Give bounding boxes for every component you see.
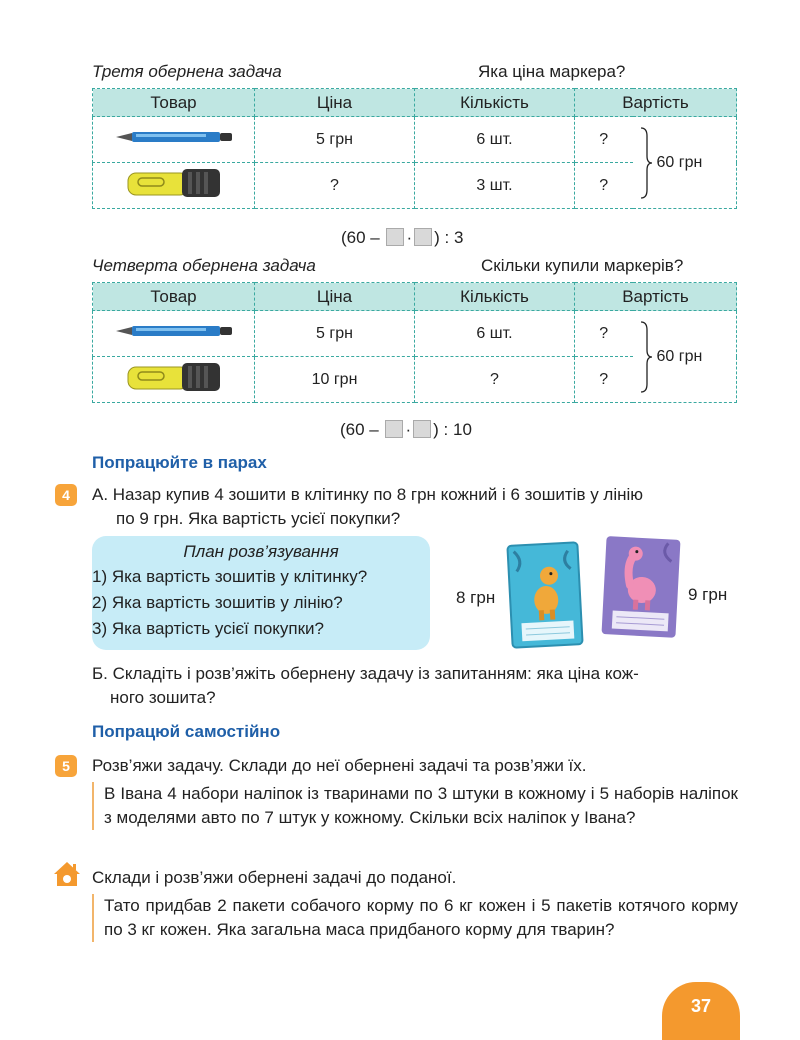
price-cell: 5 грн	[255, 311, 415, 357]
formula-dot: ·	[406, 228, 413, 247]
blank-box[interactable]	[413, 420, 431, 438]
table-row	[93, 117, 737, 163]
pen-image-cell	[93, 117, 255, 163]
header-item: Товар	[93, 89, 255, 117]
task3-formula	[341, 228, 463, 248]
task4-title: Четверта обернена задача	[92, 256, 316, 275]
total-cell	[633, 117, 737, 209]
table-header-row	[93, 89, 737, 117]
plan-item-1: 1) Яка вартість зошитів у клітинку?	[92, 567, 368, 586]
price-label-left: 8 грн	[456, 588, 496, 607]
qty-cell: 6 шт.	[415, 117, 575, 163]
home-instruction: Склади і розв’яжи обернені задачі до поданої.	[92, 868, 457, 887]
qty-cell: 6 шт.	[415, 311, 575, 357]
task3-title: Третя обернена задача	[92, 62, 282, 81]
formula-end: ) : 3	[434, 228, 464, 247]
task-a-line1: А. Назар купив 4 зошити в клітинку по 8 грн кожний і 6 зошитів у лінію	[92, 485, 644, 504]
blank-box[interactable]	[414, 228, 432, 246]
formula-end: ) : 10	[433, 420, 472, 439]
marker-image-cell	[93, 357, 255, 403]
total-cell	[633, 311, 737, 403]
task-b-line2: ного зошита?	[110, 688, 216, 707]
total-value: 60 грн	[656, 153, 703, 171]
formula-dot: ·	[405, 420, 412, 439]
solo-instruction: Розв’яжи задачу. Склади до неї обернені задачі та розв’яжи їх.	[92, 756, 587, 775]
header-price: Ціна	[255, 283, 415, 311]
price-cell: ?	[255, 163, 415, 209]
page-number: 37	[662, 982, 740, 1040]
header-cost: Вартість	[575, 89, 737, 117]
table-row	[93, 311, 737, 357]
brace-icon	[639, 320, 653, 394]
pairs-task-b	[92, 662, 742, 710]
formula-start: (60 –	[341, 228, 380, 247]
task3-table	[92, 88, 737, 209]
task3-question: Яка ціна маркера?	[478, 62, 626, 81]
pen-image-cell	[93, 311, 255, 357]
plan-title: План розв’язування	[183, 542, 339, 561]
formula-start: (60 –	[340, 420, 379, 439]
home-icon	[52, 860, 82, 888]
pen-icon	[114, 127, 234, 147]
task-number-badge: 4	[55, 484, 77, 506]
task4-formula	[340, 420, 472, 440]
cost-cell: ?	[575, 117, 633, 163]
task4-question: Скільки купили маркерів?	[481, 256, 684, 275]
qty-cell: 3 шт.	[415, 163, 575, 209]
task-b-line1: Б. Складіть і розв’яжіть обернену задачу із запитанням: яка ціна кож-	[92, 664, 639, 683]
cost-cell: ?	[575, 163, 633, 209]
solo-task-text: В Івана 4 набори наліпок із тваринами по 3 штуки в кожному і 5 наборів наліпок з моделями авто по 7 штук у кожному. Скільки всіх наліпок у Івана?	[92, 782, 738, 830]
price-cell: 5 грн	[255, 117, 415, 163]
price-label-right: 9 грн	[688, 585, 728, 604]
task-number-badge: 5	[55, 755, 77, 777]
blank-box[interactable]	[385, 420, 403, 438]
plan-item-2: 2) Яка вартість зошитів у лінію?	[92, 593, 343, 612]
pairs-task-a	[92, 483, 742, 531]
cost-cell: ?	[575, 311, 633, 357]
notebook-pink-dino-image	[600, 534, 684, 640]
marker-icon	[124, 163, 224, 203]
total-value: 60 грн	[656, 347, 703, 365]
cost-cell: ?	[575, 357, 633, 403]
header-cost: Вартість	[575, 283, 737, 311]
marker-icon	[124, 357, 224, 397]
header-price: Ціна	[255, 89, 415, 117]
price-cell: 10 грн	[255, 357, 415, 403]
blank-box[interactable]	[386, 228, 404, 246]
header-qty: Кількість	[415, 89, 575, 117]
home-task-text: Тато придбав 2 пакети собачого корму по 6 кг кожен і 5 пакетів котячого корму по 3 кг кожен. Яка загальна маса придбаного корму для тварин?	[92, 894, 738, 942]
pairs-heading: Попрацюйте в парах	[92, 453, 267, 472]
solution-plan	[92, 536, 430, 650]
header-item: Товар	[93, 283, 255, 311]
table-header-row	[93, 283, 737, 311]
task-a-line2: по 9 грн. Яка вартість усієї покупки?	[116, 509, 401, 528]
task4-table	[92, 282, 737, 403]
header-qty: Кількість	[415, 283, 575, 311]
plan-item-3: 3) Яка вартість усієї покупки?	[92, 619, 324, 638]
solo-heading: Попрацюй самостійно	[92, 722, 281, 741]
notebook-orange-dino-image	[506, 540, 584, 650]
qty-cell: ?	[415, 357, 575, 403]
pen-icon	[114, 321, 234, 341]
brace-icon	[639, 126, 653, 200]
marker-image-cell	[93, 163, 255, 209]
